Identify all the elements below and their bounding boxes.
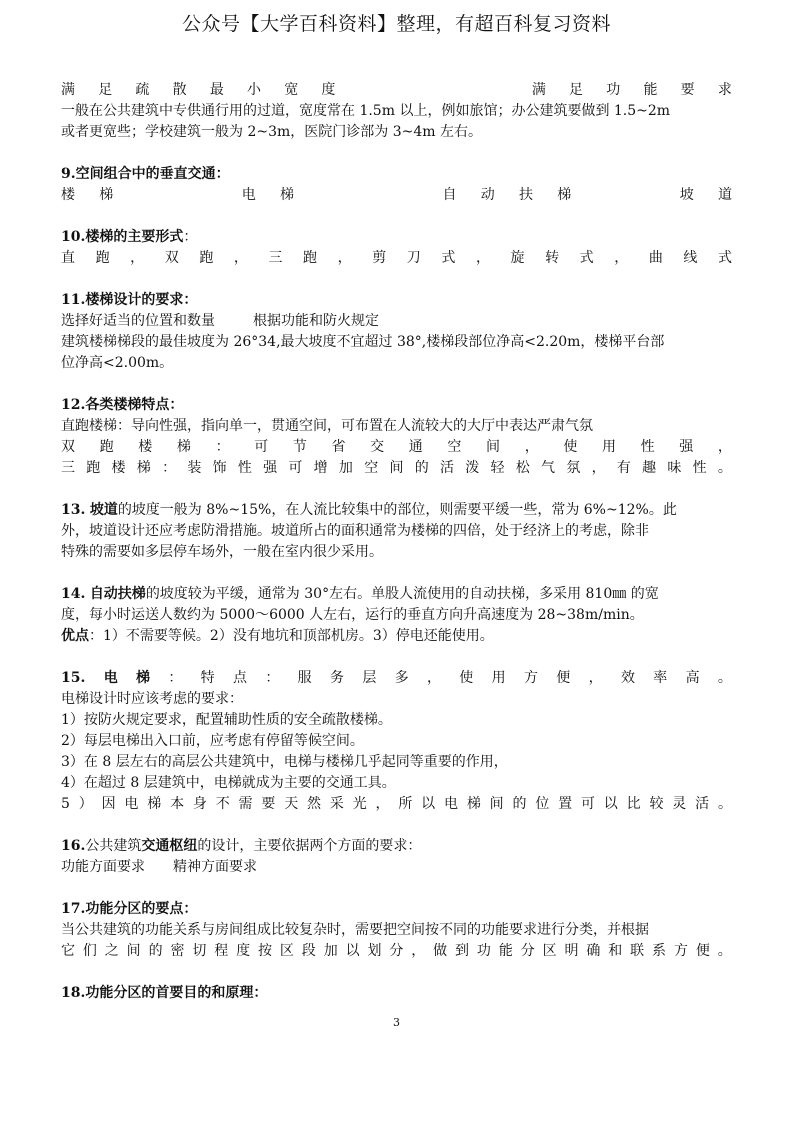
row-char: 梯 <box>280 187 294 203</box>
row-char: ， <box>233 250 248 266</box>
row-char: 。 <box>717 796 732 812</box>
row-char: 电 <box>103 670 118 686</box>
row-char: 和 <box>608 943 623 959</box>
row-char: 增 <box>313 460 328 476</box>
row-char: 划 <box>367 943 382 959</box>
row-char: 式 <box>717 250 732 266</box>
paragraph-line <box>61 311 732 332</box>
row-char: 不 <box>215 796 230 812</box>
list-item: 1）按防火规定要求，配置辅助性质的安全疏散楼梯。 <box>61 712 392 728</box>
advantages-label: 优点 <box>61 628 89 644</box>
row-char: 最 <box>209 82 224 98</box>
row-char: 。 <box>717 943 732 959</box>
row-char: ， <box>475 250 490 266</box>
paragraph-line <box>61 857 732 878</box>
row-char: 强 <box>679 439 694 455</box>
row-char: ， <box>426 670 441 686</box>
row-char: 位 <box>535 796 550 812</box>
row-char: 楼 <box>61 187 75 203</box>
list-item: 3）在 8 层左右的高层公共建筑中，电梯与楼梯几乎起同等重要的作用， <box>61 754 508 770</box>
section-heading-9: 9.空间组合中的垂直交通： <box>61 166 230 182</box>
row-char: 间 <box>389 460 404 476</box>
row-char: 强 <box>263 460 278 476</box>
row-char: 双 <box>61 439 75 455</box>
paragraph-line <box>61 584 732 605</box>
row-char: 需 <box>238 796 253 812</box>
row-char: 程 <box>214 943 229 959</box>
list-item: 4）在超过 8 层建筑中，电梯就成为主要的交通工具。 <box>61 775 396 791</box>
row-char: 身 <box>192 796 207 812</box>
page-number: 3 <box>393 1016 400 1029</box>
row-char: 服 <box>297 670 312 686</box>
row-char: 它 <box>61 943 75 959</box>
row-char: 功 <box>476 943 491 959</box>
row-char: 可 <box>288 460 303 476</box>
row-char: 区 <box>542 943 557 959</box>
row-char: 可 <box>580 796 595 812</box>
paragraph-line: 外，坡道设计还应考虑防滑措施。坡道所占的面积通常为楼梯的四倍，处于经济上的考虑，除非 <box>61 523 649 539</box>
row-char: ， <box>337 250 352 266</box>
row-char: 率 <box>653 670 668 686</box>
row-char: 疏 <box>135 82 150 98</box>
row-char: 比 <box>626 796 641 812</box>
row-char: 满 <box>61 82 75 98</box>
row-char: 点 <box>233 670 247 686</box>
row-char: ， <box>130 250 145 266</box>
row-char: ， <box>591 460 606 476</box>
row-char: 活 <box>695 796 710 812</box>
row-char: 性 <box>640 439 655 455</box>
paragraph-line: 直跑楼梯：导向性强，指向单一，贯通空间，可布置在人流较大的大厅中表达严肃气氛 <box>61 418 593 434</box>
row-char: 楼 <box>138 439 153 455</box>
row-char: 按 <box>258 943 273 959</box>
row-char: 。 <box>717 670 732 686</box>
row-char: 高 <box>685 670 700 686</box>
paragraph-line: 度，每小时运送人数约为 5000～6000 人左右，运行的垂直方向升高速度为 28~38m/min。 <box>61 607 644 623</box>
row-char: 直 <box>61 250 75 266</box>
paragraph-line: 特殊的需要如多层停车场外，一般在室内很少采用。 <box>61 544 383 560</box>
row-char: ： <box>168 670 183 686</box>
row-char: 切 <box>192 943 207 959</box>
row-char: 旋 <box>510 250 525 266</box>
paragraph-line: 电梯设计时应该考虑的要求： <box>61 691 243 707</box>
paragraph-line <box>61 836 732 857</box>
paragraph-text: 的坡度一般为 8%~15%，在人流比较集中的部位，则需要平缓一些，常为 6%~12%。此 <box>117 502 677 518</box>
row-char: 之 <box>104 943 119 959</box>
row-char: 线 <box>683 250 698 266</box>
row-char: 梯 <box>176 439 191 455</box>
row-char: 多 <box>394 670 409 686</box>
vertical-traffic-row <box>61 185 732 206</box>
row-char: 度 <box>236 943 251 959</box>
row-char: 梯 <box>99 187 114 203</box>
row-char: 味 <box>667 460 682 476</box>
row-char: 剪 <box>372 250 387 266</box>
double-stair-row <box>61 437 732 458</box>
list-item <box>61 794 732 815</box>
paragraph-line: 位净高<2.00m。 <box>61 355 174 371</box>
row-char: 效 <box>620 670 635 686</box>
row-char: ， <box>375 796 390 812</box>
row-char: 小 <box>247 82 262 98</box>
row-char: 灵 <box>672 796 687 812</box>
row-char: 要 <box>680 82 695 98</box>
row-char: 空 <box>364 460 379 476</box>
row-char: 式 <box>579 250 594 266</box>
row-char: 密 <box>170 943 185 959</box>
row-char: 层 <box>362 670 377 686</box>
row-char: 度 <box>321 82 336 98</box>
row-char: 分 <box>389 943 404 959</box>
row-char: 本 <box>170 796 185 812</box>
row-char: 间 <box>486 439 501 455</box>
paragraph-line <box>61 626 732 647</box>
section-heading-11: 11.楼梯设计的要求： <box>61 292 198 308</box>
row-char: 系 <box>652 943 667 959</box>
row-char: ： <box>162 460 177 476</box>
term-ramp: 坡道 <box>89 502 118 518</box>
row-char: 饰 <box>212 460 227 476</box>
requirement-text: 精神方面要求 <box>173 859 257 875</box>
row-char: 满 <box>531 82 546 98</box>
requirement-text: 功能方面要求 <box>61 859 145 875</box>
row-char: 性 <box>237 460 252 476</box>
section-heading-17: 17.功能分区的要点： <box>61 901 198 917</box>
term-traffic-hub: 交通枢纽 <box>141 838 198 854</box>
stair-forms-row <box>61 248 732 269</box>
row-char: 活 <box>439 460 454 476</box>
row-char: 要 <box>261 796 276 812</box>
row-char: 确 <box>586 943 601 959</box>
section-number-13: 13. <box>61 502 86 518</box>
row-char: 采 <box>329 796 344 812</box>
section-number-16: 16. <box>61 838 86 854</box>
row-char: 楼 <box>111 460 126 476</box>
row-char: 用 <box>601 439 616 455</box>
row-char: ， <box>411 943 426 959</box>
row-char: 段 <box>301 943 316 959</box>
row-char: 使 <box>563 439 578 455</box>
row-char: 足 <box>569 82 584 98</box>
corridor-width-row <box>61 80 732 101</box>
row-char: 散 <box>172 82 187 98</box>
row-char: 间 <box>126 943 141 959</box>
section-number-15: 15. <box>61 670 86 686</box>
row-char: 能 <box>643 82 658 98</box>
row-char: 较 <box>649 796 664 812</box>
row-char: 然 <box>307 796 322 812</box>
row-char: 足 <box>98 82 113 98</box>
row-char: 的 <box>512 796 527 812</box>
row-char: ） <box>78 796 93 812</box>
row-char: 交 <box>370 439 385 455</box>
term-escalator: 自动扶梯 <box>89 586 146 602</box>
row-char: 省 <box>331 439 346 455</box>
row-char: 因 <box>101 796 116 812</box>
paragraph-line <box>61 941 732 962</box>
row-char: ： <box>215 439 230 455</box>
row-char: 跑 <box>99 439 114 455</box>
row-char: 坡 <box>679 187 694 203</box>
requirement-text: 选择好适当的位置和数量 <box>61 313 215 329</box>
elevator-row <box>61 668 732 689</box>
row-char: 转 <box>545 250 560 266</box>
row-char: 气 <box>541 460 556 476</box>
paragraph-line: 建筑楼梯梯段的最佳坡度为 26°34,最大坡度不宜超过 38°,楼梯段部位净高<2.20m，楼梯平台部 <box>61 334 665 350</box>
row-char: 装 <box>187 460 202 476</box>
row-char: 间 <box>489 796 504 812</box>
row-char: 轻 <box>490 460 505 476</box>
row-char: 们 <box>82 943 97 959</box>
paragraph-line: 当公共建筑的功能关系与房间组成比较复杂时，需要把空间按不同的功能要求进行分类，并根据 <box>61 922 649 938</box>
row-char: 以 <box>603 796 618 812</box>
row-char: 梯 <box>147 796 162 812</box>
row-char: ， <box>524 439 539 455</box>
row-char: 梯 <box>136 670 151 686</box>
row-char: 电 <box>241 187 256 203</box>
row-char: 能 <box>498 943 513 959</box>
row-char: 三 <box>268 250 283 266</box>
requirement-text: 根据功能和防火规定 <box>253 313 379 329</box>
paragraph-line: 一般在公共建筑中专供通行用的过道，宽度常在 1.5m 以上，例如旅馆；办公建筑要做到 1.5~2m <box>61 103 671 119</box>
row-char: 刀 <box>406 250 421 266</box>
row-char: 节 <box>292 439 307 455</box>
paragraph-line: 或者更宽些；学校建筑一般为 2~3m，医院门诊部为 3~4m 左右。 <box>61 124 482 140</box>
row-char: 电 <box>124 796 139 812</box>
list-item: 2）每层电梯出入口前，应考虑有停留等候空间。 <box>61 733 364 749</box>
row-char: 动 <box>480 187 495 203</box>
row-char: 便 <box>556 670 571 686</box>
row-char: 的 <box>414 460 429 476</box>
advantages-text: ：1）不需要等候。2）没有地坑和顶部机房。3）停电还能使用。 <box>89 628 494 644</box>
row-char: 到 <box>455 943 470 959</box>
row-char: 通 <box>408 439 423 455</box>
row-char: 区 <box>279 943 294 959</box>
paragraph-line <box>61 500 732 521</box>
row-char: 宽 <box>284 82 299 98</box>
row-char: 光 <box>352 796 367 812</box>
row-char: 以 <box>345 943 360 959</box>
section-heading-18: 18.功能分区的首要目的和原理： <box>61 985 268 1001</box>
row-char: 分 <box>520 943 535 959</box>
row-char: 做 <box>433 943 448 959</box>
row-char: ， <box>614 250 629 266</box>
row-char: 加 <box>323 943 338 959</box>
page-header: 公众号【大学百科资料】整理，有超百科复习资料 <box>181 13 611 35</box>
row-char: 性 <box>692 460 707 476</box>
row-char: 的 <box>148 943 163 959</box>
row-char: 天 <box>284 796 299 812</box>
row-char: 双 <box>164 250 179 266</box>
row-char: 跑 <box>303 250 318 266</box>
row-char: 扶 <box>519 187 533 203</box>
row-char: 以 <box>421 796 436 812</box>
row-char: 使 <box>459 670 474 686</box>
row-char: 明 <box>564 943 579 959</box>
row-char: 松 <box>515 460 530 476</box>
row-char: 置 <box>558 796 573 812</box>
row-char: 梯 <box>136 460 151 476</box>
row-char: 三 <box>61 460 75 476</box>
heading-text: 10.楼梯的主要形式 <box>61 229 184 245</box>
row-char: 5 <box>61 796 70 812</box>
row-char: 氛 <box>566 460 581 476</box>
row-char: 。 <box>717 460 732 476</box>
row-char: 自 <box>442 187 457 203</box>
row-char: 用 <box>491 670 506 686</box>
row-char: ， <box>588 670 603 686</box>
section-heading-10 <box>61 227 732 248</box>
row-char: 跑 <box>86 460 101 476</box>
row-char: ， <box>717 439 732 455</box>
section-heading-12: 12.各类楼梯特点： <box>61 397 184 413</box>
row-char: 可 <box>254 439 269 455</box>
row-char: 有 <box>616 460 631 476</box>
row-char: 跑 <box>199 250 214 266</box>
row-char: 功 <box>606 82 621 98</box>
row-char: 式 <box>441 250 456 266</box>
row-char: 求 <box>717 82 732 98</box>
row-char: 方 <box>523 670 538 686</box>
row-char: 跑 <box>95 250 110 266</box>
row-char: 泼 <box>465 460 480 476</box>
row-char: 空 <box>447 439 462 455</box>
row-char: ： <box>265 670 280 686</box>
row-char: 加 <box>338 460 353 476</box>
heading-colon: ： <box>183 229 198 245</box>
paragraph-text: 公共建筑 <box>85 838 142 854</box>
triple-stair-row <box>61 458 732 479</box>
paragraph-text: 的设计，主要依据两个方面的要求： <box>197 838 422 854</box>
row-char: 特 <box>200 670 215 686</box>
row-char: 方 <box>673 943 688 959</box>
row-char: 所 <box>398 796 413 812</box>
row-char: 趣 <box>642 460 657 476</box>
row-char: 电 <box>444 796 458 812</box>
row-char: 道 <box>718 187 732 203</box>
row-char: 便 <box>695 943 710 959</box>
document-body <box>61 80 732 1004</box>
row-char: 务 <box>329 670 344 686</box>
row-char: 梯 <box>466 796 481 812</box>
section-number-14: 14. <box>61 586 86 602</box>
row-char: 曲 <box>648 250 663 266</box>
paragraph-text: 的坡度较为平缓，通常为 30°左右。单股人流使用的自动扶梯，多采用 810㎜ 的宽 <box>145 586 659 602</box>
row-char: 梯 <box>557 187 572 203</box>
row-char: 联 <box>630 943 645 959</box>
